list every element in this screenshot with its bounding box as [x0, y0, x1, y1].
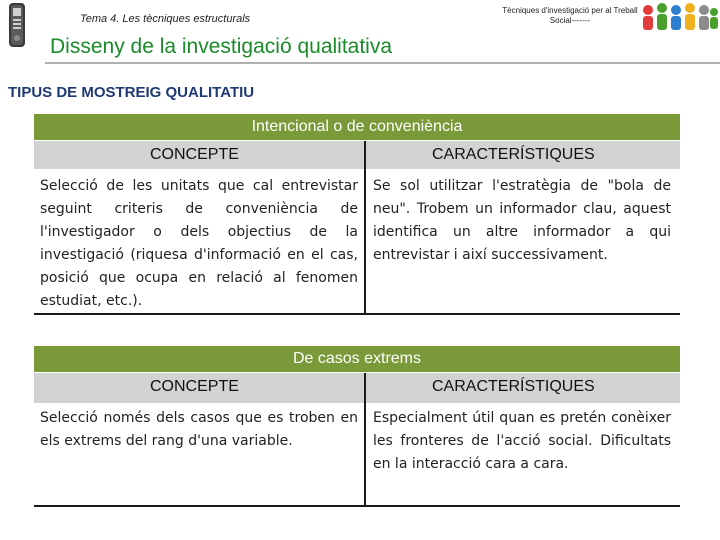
table-2-concept-cell: Selecció només dels casos que es troben en els extrems del rang d'una variable.: [40, 410, 358, 449]
table-1-features-cell: Se sol utilitzar l'estratègia de "bola de neu". Trobem un informador clau, aquest identifica un altre informador a qui entrevistar i així successivament.: [373, 178, 671, 263]
table-2-concept-header: CONCEPTE: [150, 378, 239, 395]
table-2-features-header: CARACTERÍSTIQUES: [432, 378, 595, 395]
table-1-column-divider: [364, 141, 366, 314]
table-2-heading: De casos extrems: [34, 346, 680, 372]
title-divider: [45, 62, 720, 64]
table-2-bottom-border: [34, 505, 680, 507]
table-1-bottom-border: [34, 313, 680, 315]
people-group-icon: [640, 0, 720, 40]
table-2-features-cell: Especialment útil quan es pretén conèixer les fronteres de l'acció social. Dificultats en la interacció cara a cara.: [373, 410, 671, 472]
page-title: Disseny de la investigació qualitativa: [50, 35, 393, 58]
table-2-column-headers: [34, 373, 680, 403]
voice-recorder-icon: [6, 2, 28, 48]
table-1-column-headers: [34, 141, 680, 169]
table-1-concept-header: CONCEPTE: [150, 146, 239, 163]
topic-label: Tema 4. Les tècniques estructurals: [80, 13, 251, 25]
table-1-heading: Intencional o de conveniència: [34, 114, 680, 140]
table-2-column-divider: [364, 373, 366, 506]
section-title: TIPUS DE MOSTREIG QUALITATIU: [8, 84, 255, 101]
table-1-features-header: CARACTERÍSTIQUES: [432, 146, 595, 163]
course-label: Tècniques d'investigació per al Treball Social-------: [502, 6, 638, 25]
table-1-concept-cell: Selecció de les unitats que cal entrevistar seguint criteris de conveniència de l'investigador o dels objectius de la investigació (riquesa d'informació en el cas, posició que ocupa en relació al fenomen estudiat, etc.).: [40, 178, 358, 309]
